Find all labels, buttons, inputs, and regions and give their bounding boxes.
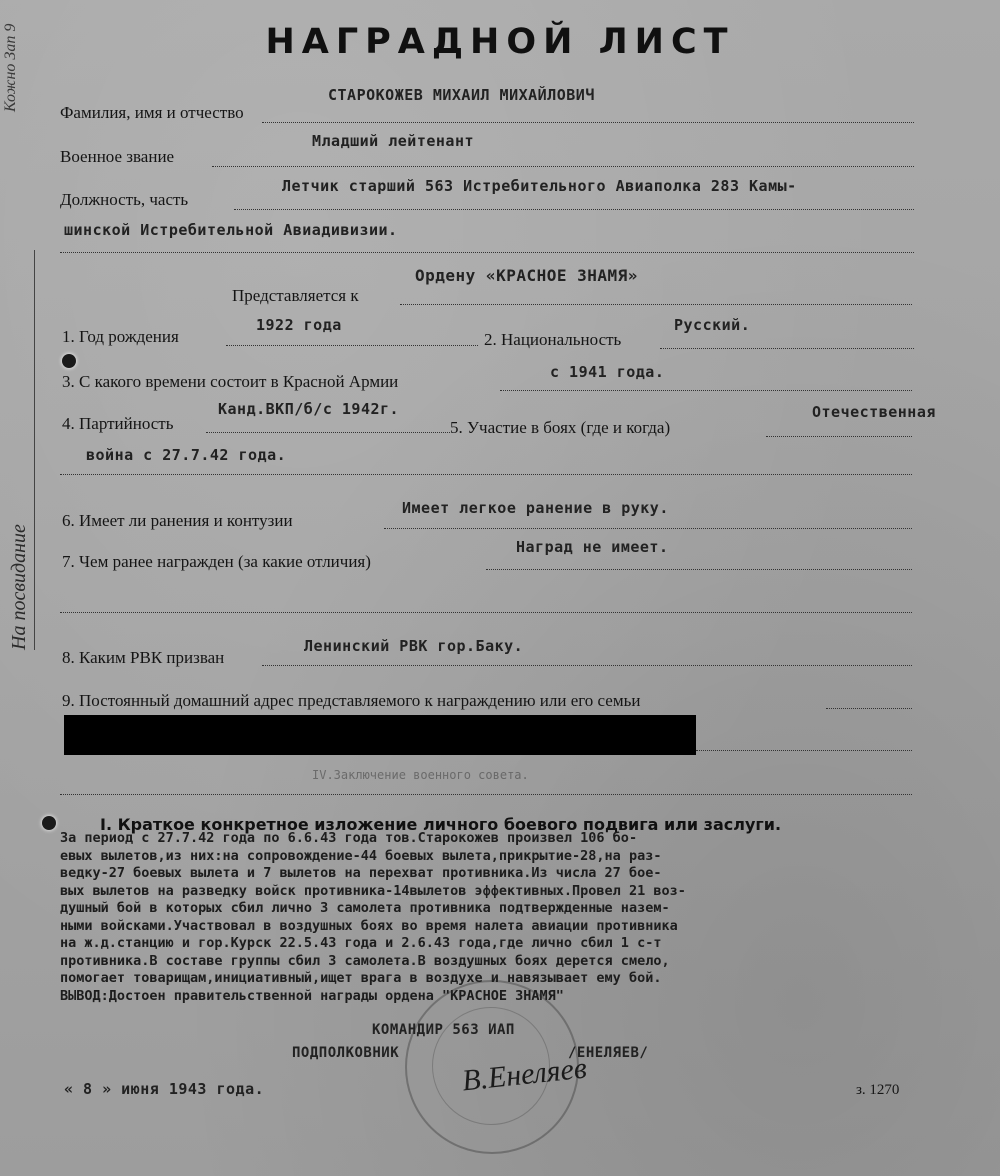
address-rule-2 xyxy=(696,750,912,751)
birth-label: 1. Год рождения xyxy=(62,327,179,346)
awards-value: Наград не имеет. xyxy=(516,538,669,556)
party-label: 4. Партийность xyxy=(62,414,174,433)
narrative-line: ными войсками.Участвовал в воздушных боях во время налета авиации противника xyxy=(60,917,678,934)
document-number: з. 1270 xyxy=(856,1082,900,1098)
battles-value-line1: Отечественная xyxy=(812,403,936,421)
narrative-line: противника.В составе группы сбил 3 самолета.В воздушных боях дерется смело, xyxy=(60,952,670,969)
position-value-line2: шинской Истребительной Авиадивизии. xyxy=(64,221,398,239)
awards-label: 7. Чем ранее награжден (за какие отличия) xyxy=(62,552,371,571)
signature-surname: /ЕНЕЛЯЕВ/ xyxy=(568,1045,649,1061)
margin-rule xyxy=(34,250,35,650)
fio-rule xyxy=(262,122,914,123)
wounds-rule xyxy=(384,528,912,529)
army-label: 3. С какого времени состоит в Красной Армии xyxy=(62,372,399,391)
narrative-line: ВЫВОД:Достоен правительственной награды ордена "КРАСНОЕ ЗНАМЯ" xyxy=(60,987,564,1004)
nationality-rule xyxy=(660,348,914,349)
battles-label: 5. Участие в боях (где и когда) xyxy=(450,418,671,437)
punch-hole-bottom xyxy=(42,816,56,830)
awards-rule-1 xyxy=(486,569,912,570)
position-rule-1 xyxy=(234,209,914,210)
address-label: 9. Постоянный домашний адрес представляемого к награждению или его семьи xyxy=(62,691,641,710)
narrative-line: ведку-27 боевых вылета и 7 вылетов на перехват противника.Из числа 27 бое- xyxy=(60,865,662,881)
signature-rank: ПОДПОЛКОВНИК xyxy=(292,1045,400,1061)
address-rule-1 xyxy=(826,708,912,709)
rank-label: Военное звание xyxy=(60,147,175,166)
handwritten-signature: В.Енеляев xyxy=(460,1051,589,1098)
wounds-value: Имеет легкое ранение в руку. xyxy=(402,499,669,517)
position-value-line1: Летчик старший 563 Истребительного Авиаполка 283 Камы- xyxy=(282,177,797,195)
narrative-line: евых вылетов,из них:на сопровождение-44 боевых вылета,прикрытие-28,на раз- xyxy=(60,847,662,864)
fio-label: Фамилия, имя и отчество xyxy=(60,103,244,122)
position-label: Должность, часть xyxy=(60,190,189,209)
nationality-label: 2. Национальность xyxy=(484,330,622,349)
rank-rule xyxy=(212,166,914,167)
battles-value-line2: война с 27.7.42 года. xyxy=(86,446,287,464)
signature-commander: КОМАНДИР 563 ИАП xyxy=(372,1022,515,1038)
army-rule xyxy=(500,390,912,391)
margin-handwritten-note-left: На посвидание xyxy=(8,524,30,650)
narrative-line: душный бой в которых сбил лично 3 самолета противника подтвержденные назем- xyxy=(60,900,670,916)
birth-value: 1922 года xyxy=(256,316,342,334)
document-date: « 8 » июня 1943 года. xyxy=(64,1080,265,1098)
narrative-line: помогает товарищам,инициативный,ищет врага в воздухе и навязывает ему бой. xyxy=(60,970,662,986)
faint-overlay-text: IV.Заключение военного совета. xyxy=(312,768,529,782)
rvk-label: 8. Каким РВК призван xyxy=(62,648,225,667)
presented-value: Ордену «КРАСНОЕ ЗНАМЯ» xyxy=(415,266,638,285)
presented-label: Представляется к xyxy=(232,286,359,305)
narrative xyxy=(60,830,995,1005)
document-title: НАГРАДНОЙ ЛИСТ xyxy=(265,22,735,62)
battles-rule-2 xyxy=(60,474,912,475)
redaction-bar xyxy=(64,715,696,755)
margin-handwritten-note-top: Кожно Зап 9 xyxy=(2,23,19,112)
address-rule-3 xyxy=(60,794,912,795)
narrative-line: на ж.д.станцию и гор.Курск 22.5.43 года и 2.6.43 года,где лично сбил 1 с-т xyxy=(60,935,662,951)
party-value: Канд.ВКП/б/с 1942г. xyxy=(218,400,400,418)
rank-value: Младший лейтенант xyxy=(312,132,475,150)
presented-rule xyxy=(400,304,912,305)
fio-value: СТАРОКОЖЕВ МИХАИЛ МИХАЙЛОВИЧ xyxy=(328,86,595,104)
position-rule-2 xyxy=(60,252,914,253)
narrative-line: вых вылетов на разведку войск противника-14вылетов эффективных.Провел 21 воз- xyxy=(60,882,686,899)
party-rule xyxy=(206,432,450,433)
army-value: с 1941 года. xyxy=(550,363,665,381)
battles-rule-1 xyxy=(766,436,912,437)
rvk-value: Ленинский РВК гор.Баку. xyxy=(304,637,524,655)
rvk-rule xyxy=(262,665,912,666)
section-title: I. Краткое конкретное изложение личного боевого подвига или заслуги. xyxy=(100,815,782,834)
wounds-label: 6. Имеет ли ранения и контузии xyxy=(62,511,293,530)
awards-rule-2 xyxy=(60,612,912,613)
birth-rule xyxy=(226,345,478,346)
punch-hole-top xyxy=(62,354,76,368)
nationality-value: Русский. xyxy=(674,316,751,334)
narrative-line: За период с 27.7.42 года по 6.6.43 года тов.Старокожев произвел 106 бо- xyxy=(60,830,638,846)
